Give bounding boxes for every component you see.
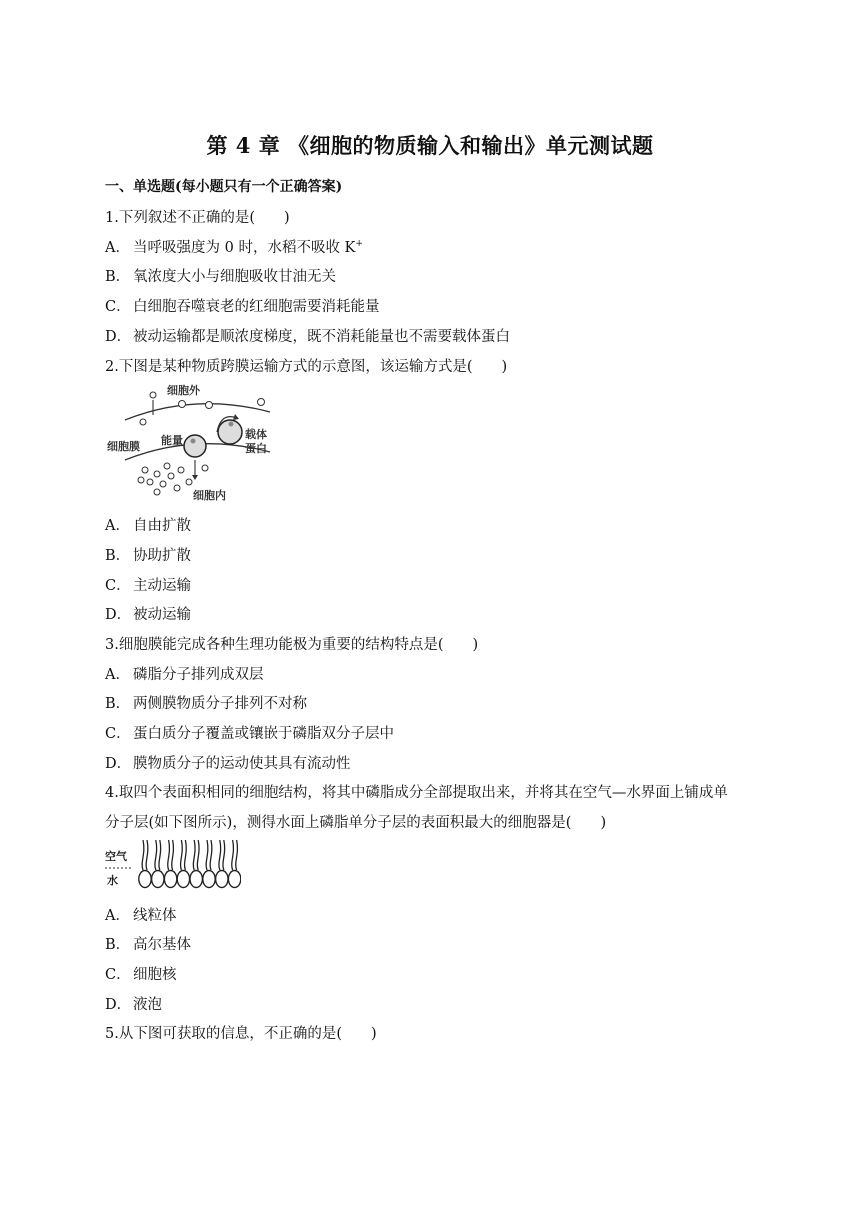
question-2-option-a bbox=[105, 514, 191, 535]
molecule bbox=[154, 489, 160, 495]
label-outside: 细胞外 bbox=[167, 384, 200, 397]
superscript: + bbox=[355, 239, 363, 249]
molecule bbox=[142, 467, 148, 473]
molecule bbox=[178, 467, 184, 473]
option-text: 膜物质分子的运动使其具有流动性 bbox=[133, 756, 351, 772]
phospholipid-head bbox=[177, 871, 189, 888]
option-text: 两侧膜物质分子排列不对称 bbox=[133, 696, 307, 712]
phospholipid-tail bbox=[168, 840, 170, 870]
phospholipid-tail bbox=[172, 840, 174, 870]
option-text: 被动运输 bbox=[133, 607, 191, 623]
question-3-stem: 3.细胞膜能完成各种生理功能极为重要的结构特点是( ) bbox=[105, 637, 479, 653]
molecule bbox=[174, 485, 180, 491]
membrane-transport-figure bbox=[105, 382, 275, 504]
label-carrier-1: 载体 bbox=[245, 428, 267, 441]
phospholipid-tail bbox=[232, 840, 234, 870]
molecule bbox=[154, 471, 160, 477]
label-energy: 能量 bbox=[161, 434, 183, 447]
option-letter: B． bbox=[105, 696, 131, 712]
page-title: 第 4 章 《细胞的物质输入和输出》单元测试题 bbox=[206, 133, 654, 158]
phospholipid-head bbox=[152, 871, 164, 888]
molecule bbox=[229, 422, 234, 427]
question-4-option-c bbox=[105, 963, 177, 984]
option-letter: C． bbox=[105, 726, 131, 742]
molecule bbox=[191, 439, 196, 444]
phospholipid-head bbox=[139, 871, 151, 888]
phospholipid-tail bbox=[219, 840, 221, 870]
option-letter: D． bbox=[105, 607, 132, 623]
question-3-option-a bbox=[105, 663, 264, 684]
question-3-option-d bbox=[105, 752, 351, 773]
phospholipid-head bbox=[228, 871, 240, 888]
question-1-stem: 1.下列叙述不正确的是( ) bbox=[105, 210, 290, 226]
option-letter: A． bbox=[105, 908, 130, 924]
phospholipid-head bbox=[203, 871, 215, 888]
question-3-option-c bbox=[105, 722, 394, 743]
phospholipid-tail bbox=[159, 840, 161, 870]
molecule bbox=[186, 479, 192, 485]
question-4-option-a bbox=[105, 904, 177, 925]
option-text: 细胞核 bbox=[133, 967, 177, 983]
phospholipid-head bbox=[164, 871, 176, 888]
phospholipid-tail bbox=[142, 840, 144, 870]
option-text: 氧浓度大小与细胞吸收甘油无关 bbox=[133, 269, 336, 285]
question-2-option-b bbox=[105, 544, 191, 565]
question-1-option-a bbox=[105, 236, 363, 257]
question-3-option-b bbox=[105, 692, 307, 713]
option-text: 蛋白质分子覆盖或镶嵌于磷脂双分子层中 bbox=[133, 726, 394, 742]
phospholipid-tail bbox=[223, 840, 225, 870]
phospholipid-row bbox=[139, 840, 241, 888]
option-letter: D． bbox=[105, 756, 132, 772]
molecule bbox=[179, 401, 186, 408]
phospholipid-tail bbox=[146, 840, 148, 870]
option-letter: A． bbox=[105, 240, 130, 256]
question-4-option-b bbox=[105, 933, 191, 954]
option-letter: B． bbox=[105, 269, 131, 285]
phospholipid-tail bbox=[206, 840, 208, 870]
option-letter: D． bbox=[105, 329, 132, 345]
question-4-option-d bbox=[105, 993, 162, 1014]
phospholipid-tail bbox=[193, 840, 195, 870]
label-membrane: 细胞膜 bbox=[107, 440, 140, 453]
option-letter: B． bbox=[105, 548, 131, 564]
phospholipid-tail bbox=[197, 840, 199, 870]
question-2-stem: 2.下图是某种物质跨膜运输方式的示意图，该运输方式是( ) bbox=[105, 359, 508, 375]
phospholipid-tail bbox=[236, 840, 238, 870]
option-text: 当呼吸强度为 0 时，水稻不吸收 K bbox=[133, 240, 356, 256]
molecule bbox=[258, 399, 265, 406]
label-air: 空气 bbox=[105, 850, 127, 863]
molecule bbox=[140, 419, 146, 425]
option-text: 被动运输都是顺浓度梯度，既不消耗能量也不需要载体蛋白 bbox=[133, 329, 510, 345]
phospholipid-tail bbox=[181, 840, 183, 870]
molecule bbox=[147, 479, 153, 485]
question-4-stem-line-1: 4.取四个表面积相同的细胞结构，将其中磷脂成分全部提取出来，并将其在空气—水界面上铺成单 bbox=[105, 785, 728, 801]
molecule bbox=[168, 473, 174, 479]
option-text: 线粒体 bbox=[133, 908, 177, 924]
phospholipid-monolayer-figure bbox=[105, 838, 241, 896]
phospholipid-tail bbox=[210, 840, 212, 870]
option-text: 高尔基体 bbox=[133, 937, 191, 953]
molecule bbox=[164, 463, 170, 469]
question-1-option-d bbox=[105, 325, 510, 346]
phospholipid-tail bbox=[155, 840, 157, 870]
option-text: 磷脂分子排列成双层 bbox=[133, 667, 264, 683]
option-text: 液泡 bbox=[133, 997, 162, 1013]
phospholipid-tail bbox=[185, 840, 187, 870]
question-1-option-b bbox=[105, 265, 336, 286]
molecule bbox=[160, 481, 166, 487]
arrow-head bbox=[192, 475, 198, 480]
option-text: 主动运输 bbox=[133, 578, 191, 594]
option-letter: C． bbox=[105, 967, 131, 983]
section-heading: 一、单选题(每小题只有一个正确答案) bbox=[105, 179, 343, 195]
carrier-protein-1 bbox=[184, 435, 206, 457]
phospholipid-head bbox=[216, 871, 228, 888]
option-letter: A． bbox=[105, 518, 130, 534]
molecule bbox=[150, 392, 156, 398]
option-letter: C． bbox=[105, 578, 131, 594]
membrane-outer-line bbox=[125, 404, 270, 420]
question-2-option-c bbox=[105, 574, 191, 595]
option-text: 白细胞吞噬衰老的红细胞需要消耗能量 bbox=[133, 299, 380, 315]
option-text: 自由扩散 bbox=[133, 518, 191, 534]
question-2-option-d bbox=[105, 603, 191, 624]
option-letter: D． bbox=[105, 997, 132, 1013]
molecule bbox=[138, 477, 144, 483]
label-water: 水 bbox=[107, 874, 118, 887]
question-4-stem-line-2: 分子层(如下图所示)，测得水面上磷脂单分子层的表面积最大的细胞器是( ) bbox=[105, 815, 607, 831]
label-inside: 细胞内 bbox=[193, 489, 226, 502]
question-1-option-c bbox=[105, 295, 380, 316]
molecule bbox=[206, 402, 213, 409]
label-carrier-2: 蛋白 bbox=[245, 442, 267, 455]
option-letter: B． bbox=[105, 937, 131, 953]
question-5-stem: 5.从下图可获取的信息，不正确的是( ) bbox=[105, 1026, 377, 1042]
molecule bbox=[202, 465, 208, 471]
phospholipid-head bbox=[190, 871, 202, 888]
option-letter: A． bbox=[105, 667, 130, 683]
option-text: 协助扩散 bbox=[133, 548, 191, 564]
option-letter: C． bbox=[105, 299, 131, 315]
